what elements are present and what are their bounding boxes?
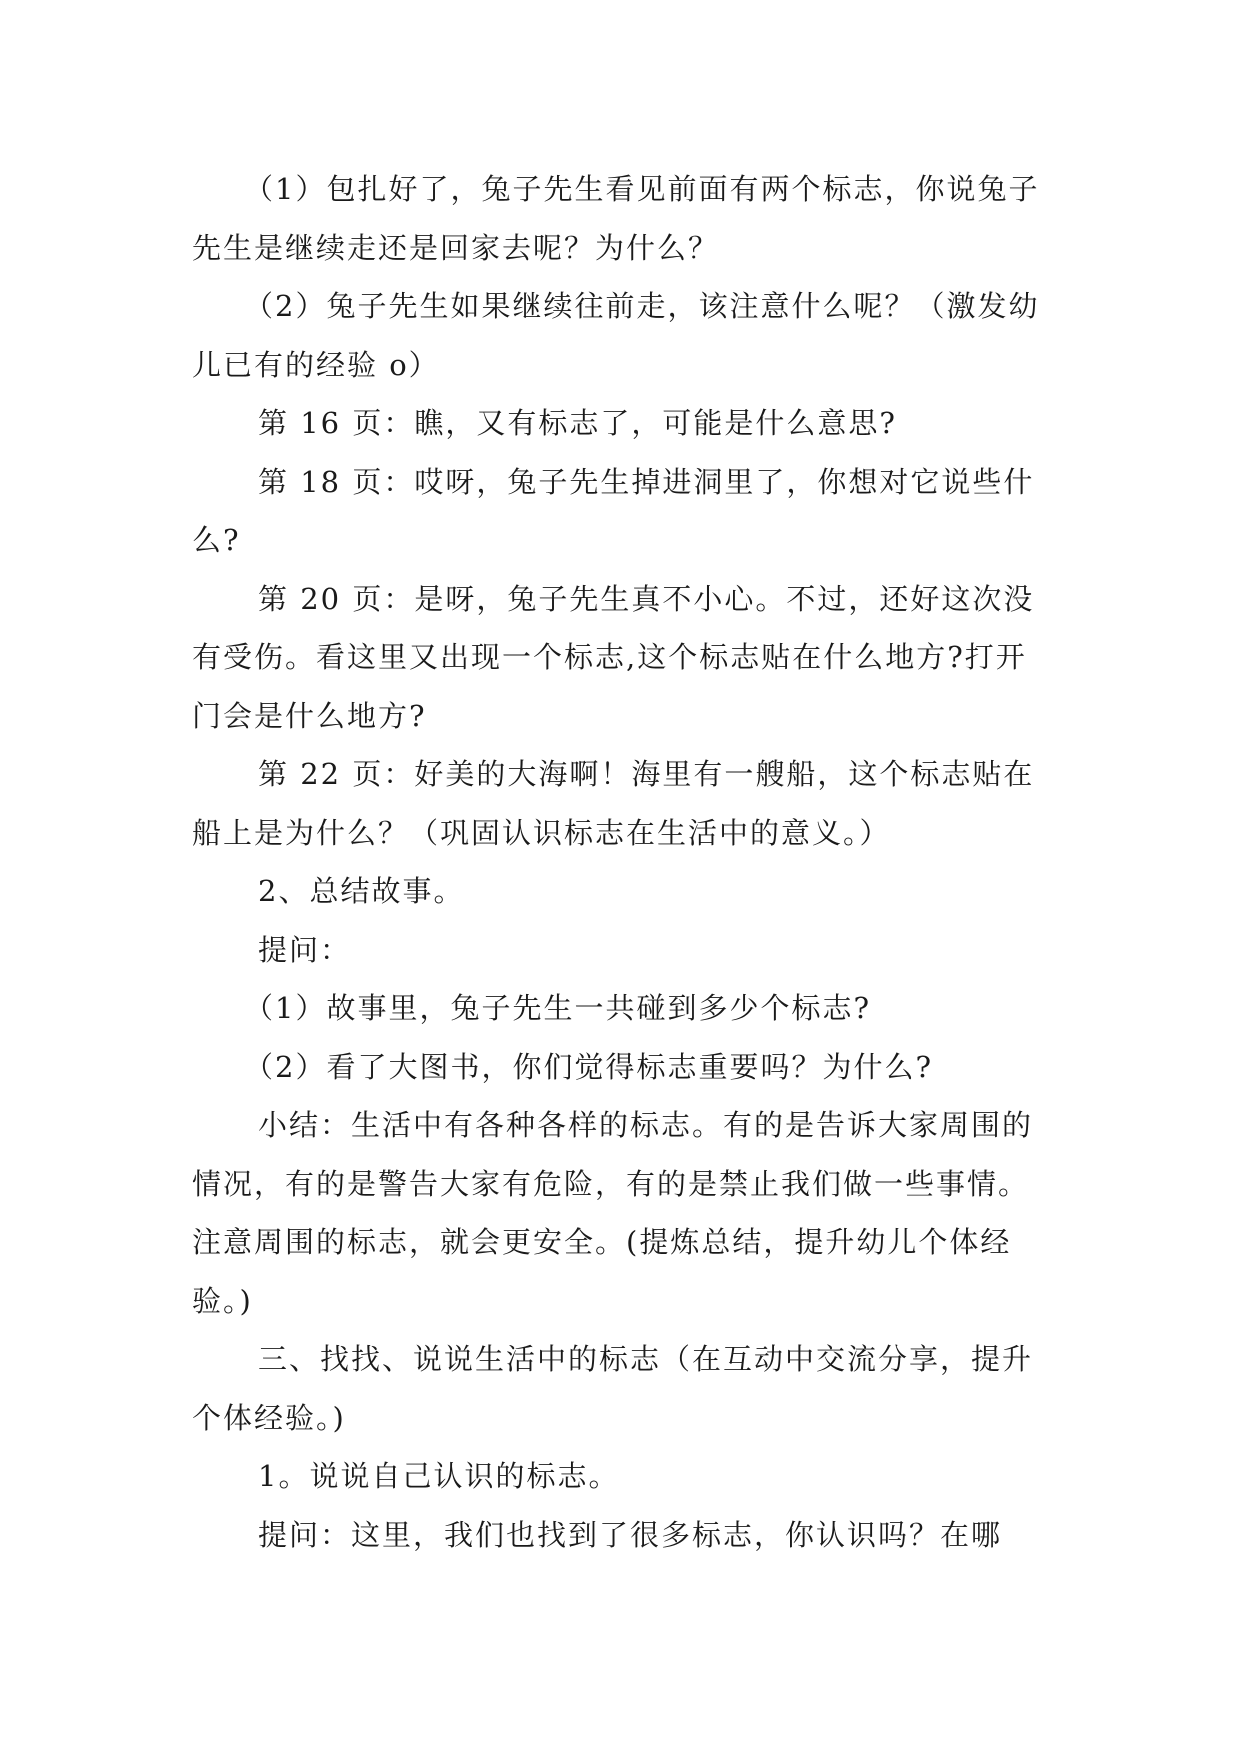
paragraph-question-2: （2）兔子先生如果继续往前走，该注意什么呢？（激发幼儿已有的经验 o）: [192, 289, 1040, 382]
paragraph-section-2-heading: 2、总结故事。: [258, 874, 465, 908]
paragraph-story-question-1: （1）故事里，兔子先生一共碰到多少个标志?: [244, 991, 871, 1025]
paragraph-summary: 小结：生活中有各种各样的标志。有的是告诉大家周围的情况，有的是警告大家有危险，有的是禁止我们做一些事情。注意周围的标志，就会更安全。(提炼总结，提升幼儿个体经验。): [192, 1108, 1034, 1318]
paragraph-page-16: 第 16 页：瞧，又有标志了，可能是什么意思?: [258, 406, 897, 440]
paragraph-story-question-2: （2）看了大图书，你们觉得标志重要吗？为什么?: [244, 1049, 933, 1084]
paragraph-question-1: （1）包扎好了，兔子先生看见前面有两个标志，你说兔子先生是继续走还是回家去呢？为什么？: [192, 172, 1040, 265]
paragraph-section-3-heading: 三、找找、说说生活中的标志（在互动中交流分享，提升个体经验。): [192, 1342, 1034, 1435]
paragraph-page-22: 第 22 页：好美的大海啊！海里有一艘船，这个标志贴在船上是为什么？（巩固认识标志在生活中的意义。）: [192, 757, 1035, 850]
paragraph-page-18: 第 18 页：哎呀，兔子先生掉进洞里了，你想对它说些什么?: [192, 464, 1035, 557]
paragraph-ask-label: 提问：: [258, 932, 352, 967]
document-body: [192, 160, 1052, 1564]
paragraph-page-20: 第 20 页：是呀，兔子先生真不小心。不过，还好这次没有受伤。看这里又出现一个标志,这个标志贴在什么地方?打开门会是什么地方?: [192, 581, 1035, 733]
paragraph-final-question: 提问：这里，我们也找到了很多标志，你认识吗？在哪: [258, 1517, 1003, 1552]
paragraph-step-1: 1。说说自己认识的标志。: [258, 1459, 620, 1493]
